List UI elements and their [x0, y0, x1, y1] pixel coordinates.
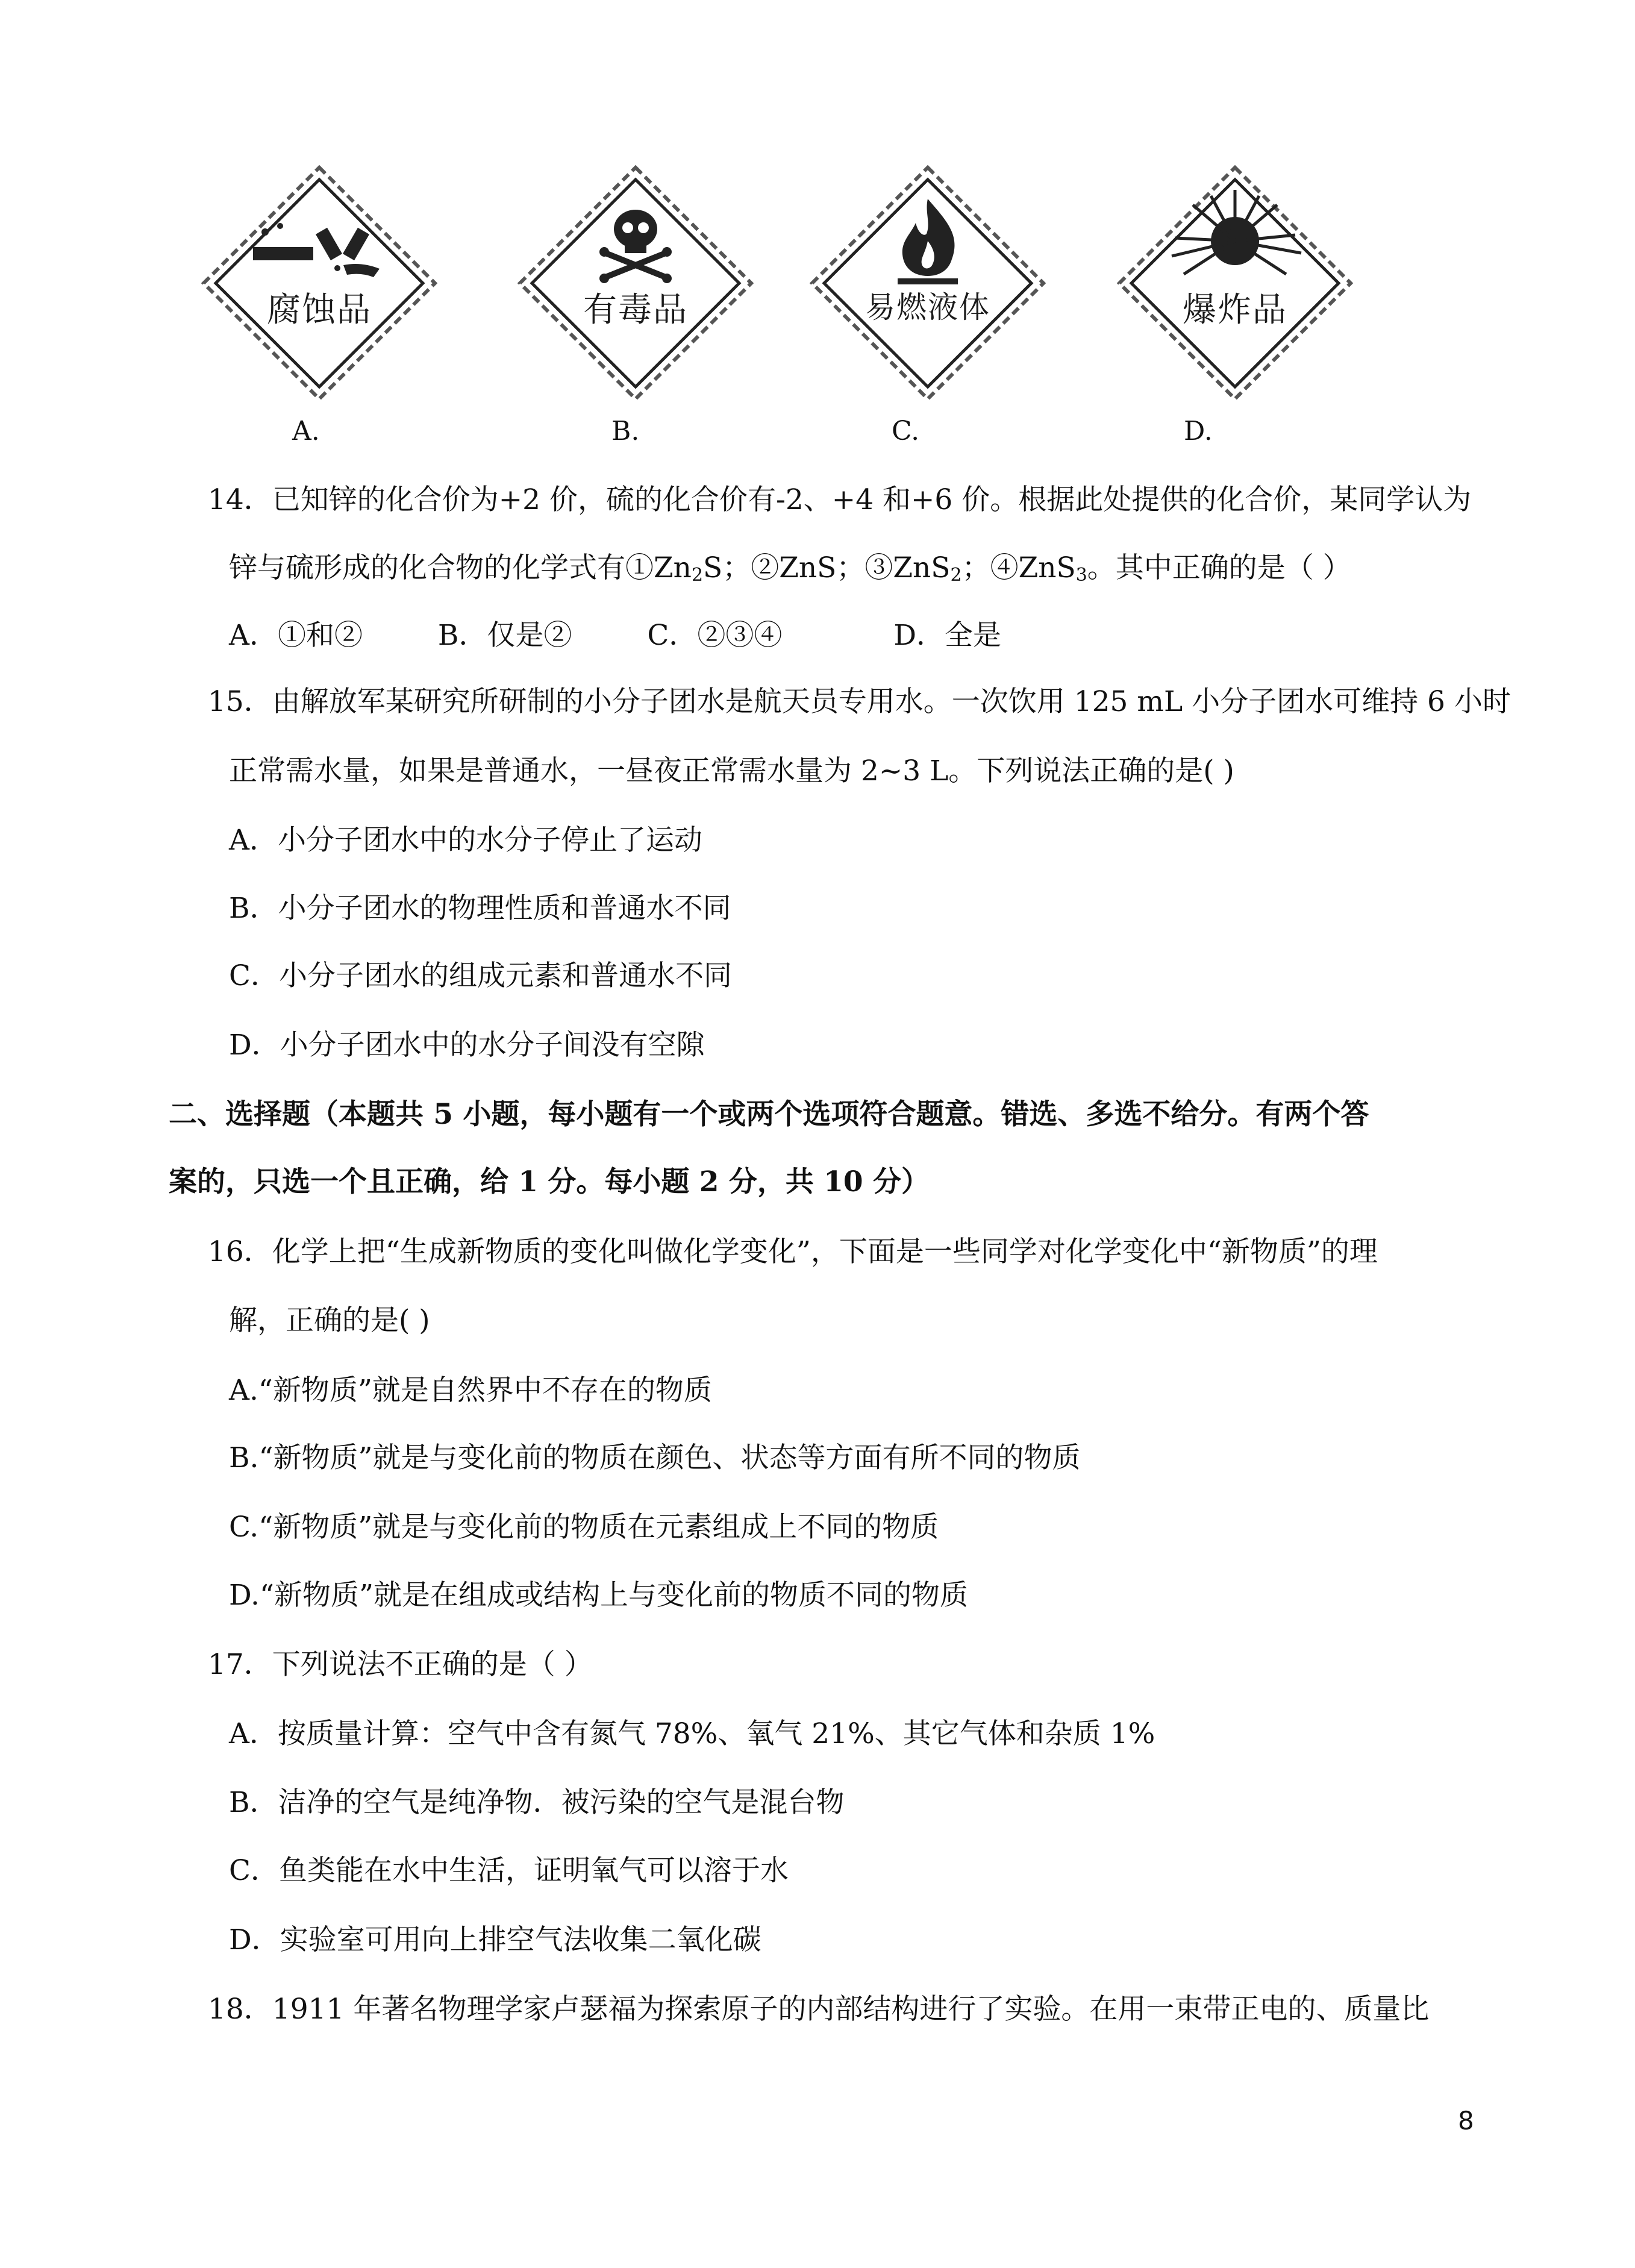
sign-explosive[interactable]: [1114, 163, 1355, 404]
question-15-option-b[interactable]: B．小分子团水的物理性质和普通水不同: [229, 892, 731, 925]
sign-flammable[interactable]: [807, 163, 1048, 404]
option-d[interactable]: D．全是: [893, 619, 1002, 652]
sign-label: 有毒品: [583, 290, 688, 330]
page-number: 8: [1458, 2106, 1474, 2135]
option-letter: A.: [292, 416, 320, 446]
sign-label: 易燃液体: [865, 290, 990, 325]
question-17-option-c[interactable]: C．鱼类能在水中生活，证明氧气可以溶于水: [229, 1854, 789, 1887]
option-c[interactable]: C．②③④: [647, 619, 783, 652]
option-letter: D.: [1184, 416, 1213, 446]
option-letter: C.: [892, 416, 920, 446]
question-14-options: [229, 618, 1001, 654]
option-a[interactable]: A．①和②: [229, 619, 363, 652]
section-2-heading-line1: 二、选择题（本题共 5 小题，每小题有一个或两个选项符合题意。错选、多选不给分。有两个答: [169, 1098, 1369, 1131]
question-15-line1: 15．由解放军某研究所研制的小分子团水是航天员专用水。一次饮用 125 mL 小分子团水可维持 6 小时: [208, 685, 1511, 718]
option-letter: B.: [611, 416, 640, 446]
question-16-option-c[interactable]: C.“新物质”就是与变化前的物质在元素组成上不同的物质: [229, 1511, 939, 1544]
sign-label: 腐蚀品: [267, 290, 372, 330]
question-18-line1: 18．1911 年著名物理学家卢瑟福为探索原子的内部结构进行了实验。在用一束带正电的、质量比: [208, 1993, 1430, 2026]
question-15-option-d[interactable]: D．小分子团水中的水分子间没有空隙: [229, 1029, 705, 1062]
question-14-line2: 锌与硫形成的化合物的化学式有$①Zn_2S$；②ZnS；③ZnS$_2$；④ZnS$_3$。其中正确的是（ ）: [229, 551, 1351, 586]
section-2-heading-line2: 案的，只选一个且正确，给 1 分。每小题 2 分，共 10 分）: [169, 1165, 930, 1198]
question-15-line2: 正常需水量，如果是普通水，一昼夜正常需水量为 2~3 L。下列说法正确的是( ): [229, 754, 1234, 788]
question-16-option-a[interactable]: A.“新物质”就是自然界中不存在的物质: [229, 1374, 712, 1407]
question-16-line2: 解，正确的是( ): [229, 1304, 430, 1337]
question-16-option-d[interactable]: D.“新物质”就是在组成或结构上与变化前的物质不同的物质: [229, 1579, 969, 1612]
hazard-signs-row: [193, 163, 1398, 416]
question-17-option-b[interactable]: B．洁净的空气是纯净物．被污染的空气是混台物: [229, 1786, 845, 1819]
option-b[interactable]: B．仅是②: [437, 619, 572, 652]
question-17-option-a[interactable]: A．按质量计算：空气中含有氮气 78%、氧气 21%、其它气体和杂质 1%: [229, 1717, 1155, 1750]
question-15-option-c[interactable]: C．小分子团水的组成元素和普通水不同: [229, 959, 732, 992]
sign-label: 爆炸品: [1183, 290, 1287, 330]
question-16-line1: 16．化学上把“生成新物质的变化叫做化学变化”，下面是一些同学对化学变化中“新物质”的理: [208, 1235, 1378, 1268]
question-16-option-b[interactable]: B.“新物质”就是与变化前的物质在颜色、状态等方面有所不同的物质: [229, 1441, 1081, 1474]
question-14-line1: 14．已知锌的化合价为+2 价，硫的化合价有-2、+4 和+6 价。根据此处提供的化合价，某同学认为: [208, 483, 1472, 516]
sign-toxic[interactable]: [515, 163, 756, 404]
sign-corrosive[interactable]: [199, 163, 440, 404]
question-17-line1: 17．下列说法不正确的是（ ）: [208, 1648, 593, 1681]
question-15-option-a[interactable]: A．小分子团水中的水分子停止了运动: [229, 824, 702, 857]
question-17-option-d[interactable]: D．实验室可用向上排空气法收集二氧化碳: [229, 1923, 761, 1956]
